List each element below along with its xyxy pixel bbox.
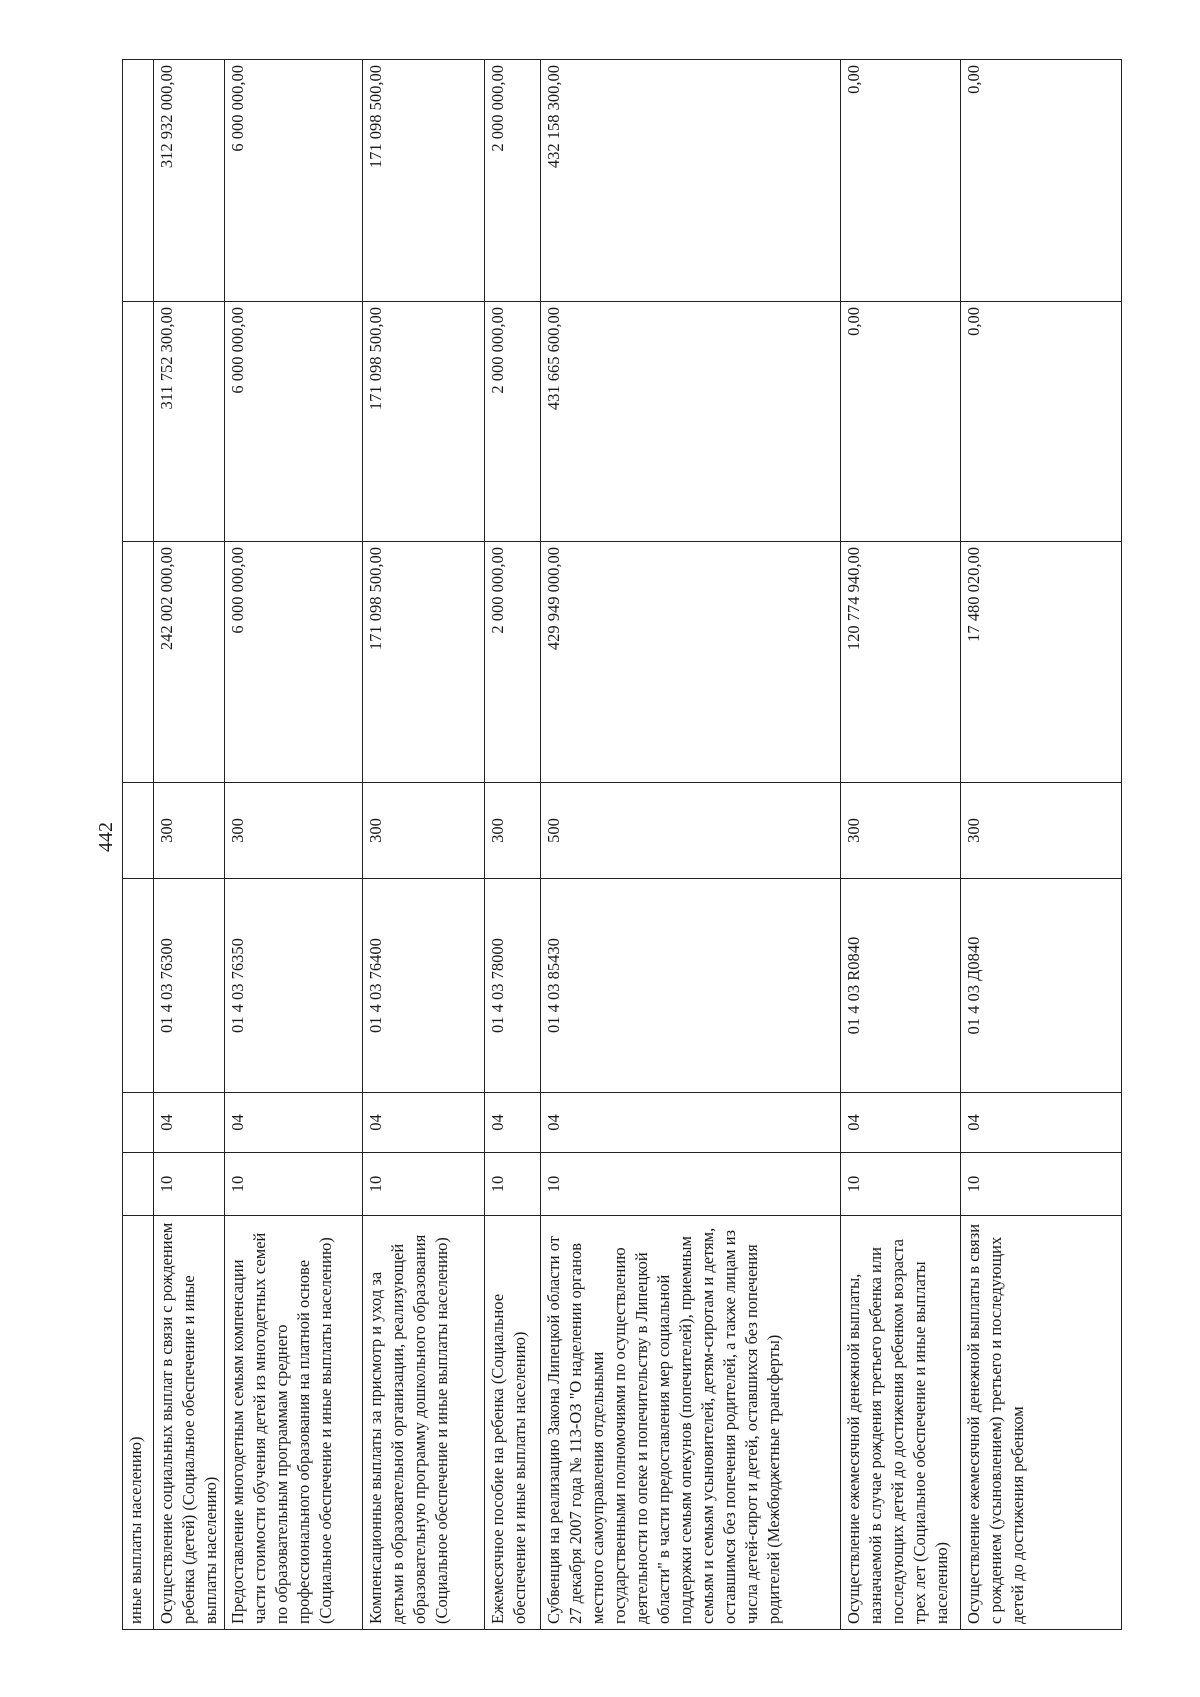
sum1-cell: 242 002 000,00 bbox=[154, 542, 225, 783]
table-row bbox=[541, 60, 841, 1630]
podrazdel-cell: 04 bbox=[363, 1093, 485, 1153]
sum2-cell: 6 000 000,00 bbox=[225, 302, 363, 542]
page-number: 442 bbox=[95, 822, 117, 852]
sum1-cell: 6 000 000,00 bbox=[225, 542, 363, 783]
table-row bbox=[485, 60, 541, 1630]
sum2-cell: 311 752 300,00 bbox=[154, 302, 225, 542]
sum1-cell: 429 949 000,00 bbox=[541, 542, 841, 783]
kcsr-cell: 01 4 03 78000 bbox=[485, 879, 541, 1093]
row-name: Осуществление ежемесячной денежной выплаты в связи с рождением (усыновлением) третьего и последующих детей до достижения ребенком bbox=[961, 1216, 1122, 1630]
sum1-cell bbox=[123, 542, 154, 783]
sum2-cell: 2 000 000,00 bbox=[485, 302, 541, 542]
podrazdel-cell: 04 bbox=[961, 1093, 1122, 1153]
razdel-cell: 10 bbox=[225, 1153, 363, 1216]
kvr-cell: 300 bbox=[154, 783, 225, 879]
sum1-cell: 17 480 020,00 bbox=[961, 542, 1122, 783]
sum1-cell: 171 098 500,00 bbox=[363, 542, 485, 783]
sum2-cell: 0,00 bbox=[841, 302, 961, 542]
sum3-cell: 6 000 000,00 bbox=[225, 60, 363, 302]
row-name: Ежемесячное пособие на ребенка (Социальное обеспечение и иные выплаты населению) bbox=[485, 1216, 541, 1630]
sum3-cell: 0,00 bbox=[961, 60, 1122, 302]
row-name: Компенсационные выплаты за присмотр и уход за детьми в образовательной организации, реализующей образовательную программу дошкольного образования (Социальное обеспечение и иные выплаты населению) bbox=[363, 1216, 485, 1630]
sum2-cell: 431 665 600,00 bbox=[541, 302, 841, 542]
razdel-cell: 10 bbox=[961, 1153, 1122, 1216]
razdel-cell: 10 bbox=[541, 1153, 841, 1216]
row-name: Субвенция на реализацию Закона Липецкой области от 27 декабря 2007 года № 113-ОЗ "О наделении органов местного самоуправления отдельными государственными полномочиями по осуществлению деятельности по опеке и попечительству в Липецкой области" в части предоставления мер социальной поддержки семьям опекунов (попечителей), приемным семьям и семьям усыновителей, детям-сиротам и детям, оставшимся без попечения родителей, а также лицам из числа детей-сирот и детей, оставшихся без попечения родителей (Межбюджетные трансферты) bbox=[541, 1216, 841, 1630]
budget-table bbox=[122, 59, 1122, 1630]
sum1-cell: 2 000 000,00 bbox=[485, 542, 541, 783]
kvr-cell: 300 bbox=[485, 783, 541, 879]
table-row bbox=[961, 60, 1122, 1630]
kvr-cell: 300 bbox=[363, 783, 485, 879]
kcsr-cell: 01 4 03 R0840 bbox=[841, 879, 961, 1093]
podrazdel-cell: 04 bbox=[225, 1093, 363, 1153]
table-row bbox=[123, 60, 154, 1630]
table-row bbox=[363, 60, 485, 1630]
kcsr-cell: 01 4 03 Д0840 bbox=[961, 879, 1122, 1093]
sum1-cell: 120 774 940,00 bbox=[841, 542, 961, 783]
table-row bbox=[154, 60, 225, 1630]
podrazdel-cell: 04 bbox=[154, 1093, 225, 1153]
kcsr-cell: 01 4 03 76400 bbox=[363, 879, 485, 1093]
sum3-cell: 432 158 300,00 bbox=[541, 60, 841, 302]
kcsr-cell: 01 4 03 85430 bbox=[541, 879, 841, 1093]
kvr-cell bbox=[123, 783, 154, 879]
row-name: иные выплаты населению) bbox=[123, 1216, 154, 1630]
razdel-cell: 10 bbox=[363, 1153, 485, 1216]
row-name: Осуществление ежемесячной денежной выплаты, назначаемой в случае рождения третьего ребенка или последующих детей до достижения ребенком возраста трех лет (Социальное обеспечение и иные выплаты населению) bbox=[841, 1216, 961, 1630]
row-name: Предоставление многодетным семьям компенсации части стоимости обучения детей из многодетных семей по образовательным программам среднего профессионального образования на платной основе (Социальное обеспечение и иные выплаты населению) bbox=[225, 1216, 363, 1630]
sum3-cell: 171 098 500,00 bbox=[363, 60, 485, 302]
razdel-cell: 10 bbox=[485, 1153, 541, 1216]
kvr-cell: 500 bbox=[541, 783, 841, 879]
sum2-cell: 0,00 bbox=[961, 302, 1122, 542]
sum2-cell bbox=[123, 302, 154, 542]
kcsr-cell bbox=[123, 879, 154, 1093]
kcsr-cell: 01 4 03 76300 bbox=[154, 879, 225, 1093]
sum3-cell: 312 932 000,00 bbox=[154, 60, 225, 302]
kvr-cell: 300 bbox=[961, 783, 1122, 879]
sum3-cell: 2 000 000,00 bbox=[485, 60, 541, 302]
podrazdel-cell: 04 bbox=[485, 1093, 541, 1153]
podrazdel-cell: 04 bbox=[841, 1093, 961, 1153]
razdel-cell: 10 bbox=[841, 1153, 961, 1216]
kvr-cell: 300 bbox=[841, 783, 961, 879]
sum3-cell bbox=[123, 60, 154, 302]
kcsr-cell: 01 4 03 76350 bbox=[225, 879, 363, 1093]
table-row bbox=[225, 60, 363, 1630]
sum3-cell: 0,00 bbox=[841, 60, 961, 302]
kvr-cell: 300 bbox=[225, 783, 363, 879]
table-row bbox=[841, 60, 961, 1630]
razdel-cell bbox=[123, 1153, 154, 1216]
podrazdel-cell: 04 bbox=[541, 1093, 841, 1153]
row-name: Осуществление социальных выплат в связи с рождением ребенка (детей) (Социальное обеспечение и иные выплаты населению) bbox=[154, 1216, 225, 1630]
rotated-page-content bbox=[122, 60, 1122, 1630]
sum2-cell: 171 098 500,00 bbox=[363, 302, 485, 542]
podrazdel-cell bbox=[123, 1093, 154, 1153]
razdel-cell: 10 bbox=[154, 1153, 225, 1216]
